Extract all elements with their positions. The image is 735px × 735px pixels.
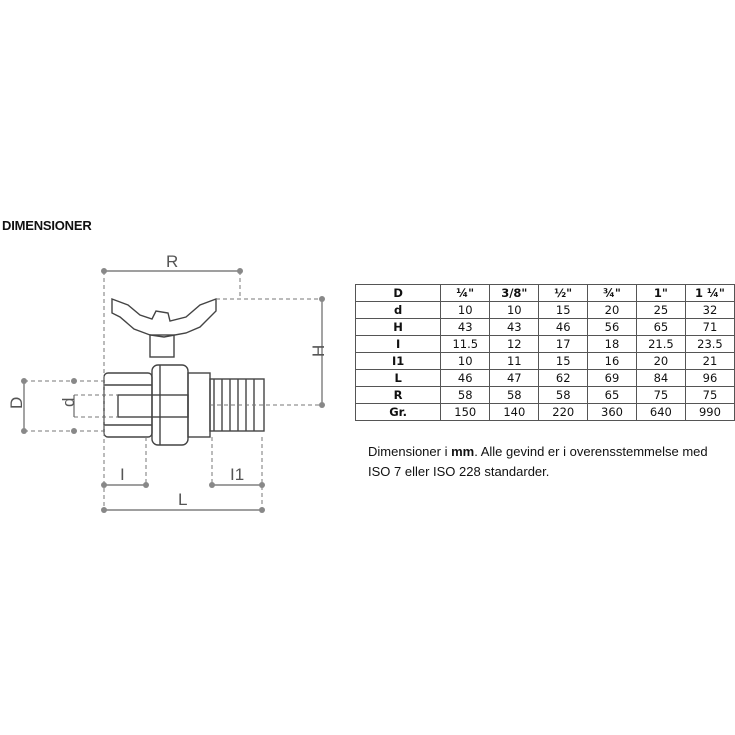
table-cell: 140	[490, 404, 539, 421]
table-row	[356, 336, 735, 353]
label-h: H	[309, 344, 328, 357]
table-cell: 220	[539, 404, 588, 421]
table-cell: 75	[685, 387, 734, 404]
dimension-table	[355, 284, 735, 421]
table-cell: 23.5	[685, 336, 734, 353]
table-cell: 65	[588, 387, 637, 404]
table-cell: 10	[441, 353, 490, 370]
table-cell: 47	[490, 370, 539, 387]
left-nut	[104, 373, 152, 437]
table-header-row	[356, 285, 735, 302]
table-header-cell: ¾"	[588, 285, 637, 302]
table-cell: 62	[539, 370, 588, 387]
table-cell: 71	[685, 319, 734, 336]
valve-drawing	[0, 255, 345, 515]
table-header-cell: ¼"	[441, 285, 490, 302]
table-cell: 640	[636, 404, 685, 421]
label-i: I	[120, 465, 125, 484]
table-header-cell: 3/8"	[490, 285, 539, 302]
table-row-label: d	[356, 302, 441, 319]
note-suffix: . Alle gevind er i overensstemmelse med ISO 7 eller ISO 228 standarder.	[368, 444, 708, 479]
note-unit: mm	[451, 444, 475, 459]
table-cell: 69	[588, 370, 637, 387]
table-cell: 21	[685, 353, 734, 370]
table-cell: 11.5	[441, 336, 490, 353]
table-cell: 15	[539, 302, 588, 319]
table-cell: 15	[539, 353, 588, 370]
table-row	[356, 370, 735, 387]
table-cell: 20	[588, 302, 637, 319]
table-row	[356, 404, 735, 421]
table-cell: 96	[685, 370, 734, 387]
bore	[118, 395, 188, 417]
table-cell: 43	[441, 319, 490, 336]
table-cell: 56	[588, 319, 637, 336]
label-l: L	[178, 490, 188, 509]
table-cell: 11	[490, 353, 539, 370]
table-cell: 75	[636, 387, 685, 404]
table-cell: 58	[539, 387, 588, 404]
table-row-label: R	[356, 387, 441, 404]
table-cell: 990	[685, 404, 734, 421]
table-cell: 16	[588, 353, 637, 370]
table-cell: 43	[490, 319, 539, 336]
table-cell: 32	[685, 302, 734, 319]
table-cell: 18	[588, 336, 637, 353]
table-cell: 20	[636, 353, 685, 370]
table-cell: 46	[539, 319, 588, 336]
table-row-label: Gr.	[356, 404, 441, 421]
table-cell: 360	[588, 404, 637, 421]
table-row-label: I1	[356, 353, 441, 370]
label-d-inner: d	[59, 397, 78, 407]
hex-fitting	[188, 373, 210, 437]
table-cell: 58	[441, 387, 490, 404]
table-header-cell: D	[356, 285, 441, 302]
table-cell: 21.5	[636, 336, 685, 353]
table-cell: 12	[490, 336, 539, 353]
table-row	[356, 387, 735, 404]
table-cell: 10	[490, 302, 539, 319]
table-header-cell: 1 ¼"	[685, 285, 734, 302]
handle-outline	[112, 299, 216, 337]
table-row-label: H	[356, 319, 441, 336]
section-heading: DIMENSIONER	[2, 218, 92, 233]
table-row-label: L	[356, 370, 441, 387]
table-header-cell: 1"	[636, 285, 685, 302]
table-cell: 25	[636, 302, 685, 319]
table-row-label: I	[356, 336, 441, 353]
stem	[150, 335, 174, 357]
table-cell: 46	[441, 370, 490, 387]
table-cell: 84	[636, 370, 685, 387]
note-prefix: Dimensioner i	[368, 444, 452, 459]
table-cell: 65	[636, 319, 685, 336]
table-row	[356, 319, 735, 336]
table-header-cell: ½"	[539, 285, 588, 302]
table-row	[356, 353, 735, 370]
table-row	[356, 302, 735, 319]
dimension-note	[368, 442, 728, 482]
label-r: R	[166, 255, 179, 271]
table-cell: 58	[490, 387, 539, 404]
table-cell: 150	[441, 404, 490, 421]
label-i1: I1	[230, 465, 245, 484]
label-d-outer: D	[7, 396, 26, 409]
table-cell: 10	[441, 302, 490, 319]
table-cell: 17	[539, 336, 588, 353]
valve-body	[152, 365, 188, 445]
